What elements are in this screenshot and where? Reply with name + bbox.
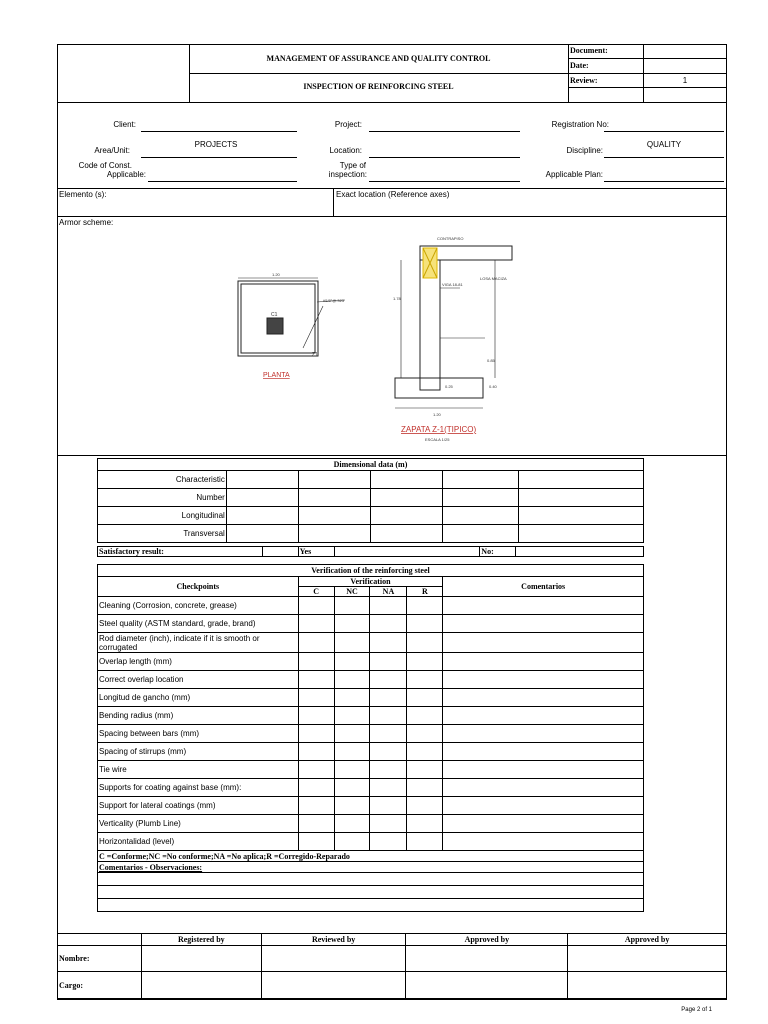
project-field[interactable] [369, 131, 520, 132]
check-cell[interactable] [334, 833, 370, 851]
check-cell[interactable] [298, 725, 334, 743]
yes-label: Yes [298, 547, 334, 557]
check-cell[interactable] [370, 707, 407, 725]
dim-cell[interactable] [298, 525, 370, 543]
check-cell[interactable] [370, 689, 407, 707]
comments-line[interactable] [98, 899, 644, 912]
sig-corner [58, 934, 142, 946]
check-cell[interactable] [370, 671, 407, 689]
check-cell[interactable] [370, 633, 407, 653]
location-field[interactable] [369, 157, 520, 158]
form-title: MANAGEMENT OF ASSURANCE AND QUALITY CONTROL [266, 54, 491, 63]
check-cell[interactable] [334, 597, 370, 615]
dim-cell[interactable] [443, 489, 519, 507]
code-label-2: Applicable: [106, 170, 146, 179]
check-cell[interactable] [334, 689, 370, 707]
check-cell[interactable] [407, 743, 443, 761]
checkpoint-label: Steel quality (ASTM standard, grade, brand) [98, 615, 299, 633]
check-cell[interactable] [298, 833, 334, 851]
checkpoint-label: Cleaning (Corrosion, concrete, grease) [98, 597, 299, 615]
satisfactory-result-row [97, 546, 644, 557]
dim-cell[interactable] [370, 525, 443, 543]
check-cell[interactable] [334, 707, 370, 725]
check-cell[interactable] [334, 815, 370, 833]
signature-cell[interactable] [568, 972, 727, 1000]
approved-by-header-2: Approved by [568, 934, 727, 946]
area-label: Area/Unit: [94, 146, 130, 155]
check-cell[interactable] [334, 633, 370, 653]
col-c: C [298, 587, 334, 597]
dim-row-label: Transversal [98, 525, 227, 543]
cargo-label: Cargo: [58, 972, 142, 1000]
comment-cell[interactable] [443, 797, 644, 815]
dimensional-data-table [97, 458, 644, 543]
check-cell[interactable] [370, 725, 407, 743]
dim-cell[interactable] [443, 471, 519, 489]
check-cell[interactable] [407, 615, 443, 633]
comment-cell[interactable] [443, 689, 644, 707]
check-cell[interactable] [298, 761, 334, 779]
armor-scheme-label: Armor scheme: [59, 218, 114, 227]
plan-label: Applicable Plan: [545, 170, 603, 179]
check-cell[interactable] [298, 743, 334, 761]
signature-cell[interactable] [141, 972, 261, 1000]
plan-dim-label: 1.20 [272, 272, 280, 277]
signature-table [57, 933, 727, 1000]
dim-025-label: 0.25 [445, 384, 453, 389]
plan-bar-label: #5/8"@.325 [323, 298, 345, 303]
check-cell[interactable] [370, 597, 407, 615]
checkpoint-label: Overlap length (mm) [98, 653, 299, 671]
type-label-2: inspection: [328, 170, 367, 179]
dim-cell[interactable] [443, 525, 519, 543]
dim-cell[interactable] [298, 489, 370, 507]
dim-cell[interactable] [226, 507, 298, 525]
check-cell[interactable] [298, 633, 334, 653]
check-cell[interactable] [298, 597, 334, 615]
check-cell[interactable] [407, 597, 443, 615]
signature-cell[interactable] [406, 972, 568, 1000]
comment-cell[interactable] [443, 671, 644, 689]
checkpoint-label: Horizontalidad (level) [98, 833, 299, 851]
checkpoint-label: Bending radius (mm) [98, 707, 299, 725]
checkpoint-label: Spacing between bars (mm) [98, 725, 299, 743]
check-cell[interactable] [370, 653, 407, 671]
viga-label: VIGA 18-81 [442, 282, 463, 287]
check-cell[interactable] [370, 743, 407, 761]
check-cell[interactable] [334, 797, 370, 815]
check-cell[interactable] [407, 653, 443, 671]
elements-label: Elemento (s): [59, 190, 107, 199]
satisfactory-label: Satisfactory result: [98, 547, 227, 557]
legend-row: C =Conforme;NC =No conforme;NA =No aplica;R =Corregido-Reparado [98, 851, 644, 862]
reviewed-by-header: Reviewed by [261, 934, 406, 946]
footing-width-label: 1.20 [433, 412, 441, 417]
check-cell[interactable] [407, 779, 443, 797]
code-field[interactable] [148, 181, 297, 182]
planta-label: PLANTA [263, 372, 290, 379]
contrapiso-label: CONTRAPISO [437, 236, 464, 241]
checkpoint-label: Tie wire [98, 761, 299, 779]
comment-cell[interactable] [443, 633, 644, 653]
footing-drawing [205, 228, 550, 446]
registration-field[interactable] [604, 131, 724, 132]
check-cell[interactable] [370, 815, 407, 833]
comments-observations-label: Comentarios - Observaciones: [99, 862, 203, 872]
comments-line[interactable] [98, 886, 644, 899]
checkpoints-header: Checkpoints [98, 577, 299, 597]
col-na: NA [370, 587, 407, 597]
dimensional-title: Dimensional data (m) [98, 459, 644, 471]
dim-cell[interactable] [443, 507, 519, 525]
yes-checkbox[interactable] [334, 547, 480, 557]
plan-z1-label: Z1 [312, 352, 318, 358]
plan-c1-label: C1 [271, 312, 278, 318]
comments-header: Comentarios [443, 577, 644, 597]
check-cell[interactable] [298, 653, 334, 671]
comment-cell[interactable] [443, 815, 644, 833]
check-cell[interactable] [407, 689, 443, 707]
check-cell[interactable] [334, 653, 370, 671]
check-cell[interactable] [370, 761, 407, 779]
check-cell[interactable] [334, 743, 370, 761]
dim-row-label: Longitudinal [98, 507, 227, 525]
check-cell[interactable] [334, 779, 370, 797]
plan-field[interactable] [604, 181, 724, 182]
checkpoint-label: Support for lateral coatings (mm) [98, 797, 299, 815]
comment-cell[interactable] [443, 743, 644, 761]
discipline-label: Discipline: [566, 146, 603, 155]
dim-cell[interactable] [519, 489, 644, 507]
dim-cell[interactable] [226, 471, 298, 489]
check-cell[interactable] [370, 797, 407, 815]
dim-085-label: 0.85 [487, 358, 495, 363]
dim-cell[interactable] [226, 489, 298, 507]
check-cell[interactable] [407, 633, 443, 653]
no-checkbox[interactable] [516, 547, 644, 557]
registration-label: Registration No: [551, 120, 609, 129]
dim-cell[interactable] [370, 507, 443, 525]
check-cell[interactable] [370, 833, 407, 851]
dim-cell[interactable] [370, 471, 443, 489]
dim-040-label: 0.40 [489, 384, 497, 389]
check-cell[interactable] [370, 779, 407, 797]
comment-cell[interactable] [443, 615, 644, 633]
escala-label: ESCALA 1/25 [425, 437, 450, 442]
checkpoint-label: Longitud de gancho (mm) [98, 689, 299, 707]
nombre-label: Nombre: [58, 946, 142, 972]
check-cell[interactable] [334, 615, 370, 633]
check-cell[interactable] [334, 671, 370, 689]
no-label: No: [480, 547, 516, 557]
check-cell[interactable] [298, 707, 334, 725]
dim-cell[interactable] [298, 507, 370, 525]
dim-cell[interactable] [226, 525, 298, 543]
document-label: Document: [570, 46, 608, 55]
registered-by-header: Registered by [141, 934, 261, 946]
signature-cell[interactable] [568, 946, 727, 972]
check-cell[interactable] [407, 707, 443, 725]
checkpoint-label: Spacing of stirrups (mm) [98, 743, 299, 761]
signature-cell[interactable] [406, 946, 568, 972]
column-c1 [267, 318, 283, 334]
discipline-field[interactable] [604, 157, 724, 158]
review-value: 1 [682, 76, 688, 85]
check-cell[interactable] [370, 615, 407, 633]
check-cell[interactable] [298, 815, 334, 833]
dim-cell[interactable] [519, 507, 644, 525]
dim-cell[interactable] [519, 525, 644, 543]
location-label: Location: [329, 146, 362, 155]
column-shaft [420, 260, 440, 390]
dim-cell[interactable] [370, 489, 443, 507]
check-cell[interactable] [298, 615, 334, 633]
zapata-label: ZAPATA Z-1(TIPICO) [401, 425, 477, 434]
signature-cell[interactable] [261, 972, 406, 1000]
comment-cell[interactable] [443, 725, 644, 743]
comment-cell[interactable] [443, 653, 644, 671]
code-label-1: Code of Const. [78, 161, 132, 170]
verification-table [97, 564, 644, 912]
check-cell[interactable] [407, 725, 443, 743]
check-cell[interactable] [407, 671, 443, 689]
signature-cell[interactable] [261, 946, 406, 972]
check-cell[interactable] [334, 761, 370, 779]
area-field[interactable] [141, 157, 297, 158]
checkpoint-label: Verticality (Plumb Line) [98, 815, 299, 833]
dim-row-label: Number [98, 489, 227, 507]
review-label: Review: [570, 76, 598, 85]
check-cell[interactable] [407, 833, 443, 851]
check-cell[interactable] [298, 671, 334, 689]
comment-cell[interactable] [443, 761, 644, 779]
form-subtitle: INSPECTION OF REINFORCING STEEL [303, 82, 454, 91]
type-field[interactable] [369, 181, 520, 182]
dim-row-label: Characteristic [98, 471, 227, 489]
checkpoint-label: Correct overlap location [98, 671, 299, 689]
signature-cell[interactable] [141, 946, 261, 972]
height-dim-label: 1.78 [393, 296, 401, 301]
checkpoint-label: Rod diameter (inch), indicate if it is smooth or corrugated [98, 633, 299, 653]
satisfactory-cell[interactable] [226, 547, 262, 557]
check-cell[interactable] [298, 779, 334, 797]
comments-observations [98, 862, 644, 873]
check-cell[interactable] [298, 797, 334, 815]
check-cell[interactable] [407, 815, 443, 833]
exact-location-label: Exact location (Reference axes) [336, 190, 450, 199]
col-r: R [407, 587, 443, 597]
satisfactory-cell[interactable] [262, 547, 298, 557]
page-number: Page 2 of 1 [681, 1007, 712, 1013]
comments-line[interactable] [98, 873, 644, 886]
date-label: Date: [570, 61, 589, 70]
losa-label: LOSA MACIZA [480, 276, 507, 281]
client-label: Client: [113, 120, 136, 129]
comment-cell[interactable] [443, 707, 644, 725]
dim-cell[interactable] [298, 471, 370, 489]
comment-cell[interactable] [443, 779, 644, 797]
comment-cell[interactable] [443, 833, 644, 851]
comment-cell[interactable] [443, 597, 644, 615]
dim-cell[interactable] [519, 471, 644, 489]
check-cell[interactable] [407, 797, 443, 815]
check-cell[interactable] [334, 725, 370, 743]
discipline-value: QUALITY [646, 140, 682, 149]
check-cell[interactable] [407, 761, 443, 779]
verification-title: Verification of the reinforcing steel [98, 565, 644, 577]
col-nc: NC [334, 587, 370, 597]
verification-header: Verification [298, 577, 443, 587]
check-cell[interactable] [298, 689, 334, 707]
project-label: Project: [334, 120, 362, 129]
client-field[interactable] [141, 131, 297, 132]
approved-by-header: Approved by [406, 934, 568, 946]
area-value: PROJECTS [194, 140, 238, 149]
footing [395, 378, 483, 398]
checkpoint-label: Supports for coating against base (mm): [98, 779, 299, 797]
type-label-1: Type of [339, 161, 366, 170]
